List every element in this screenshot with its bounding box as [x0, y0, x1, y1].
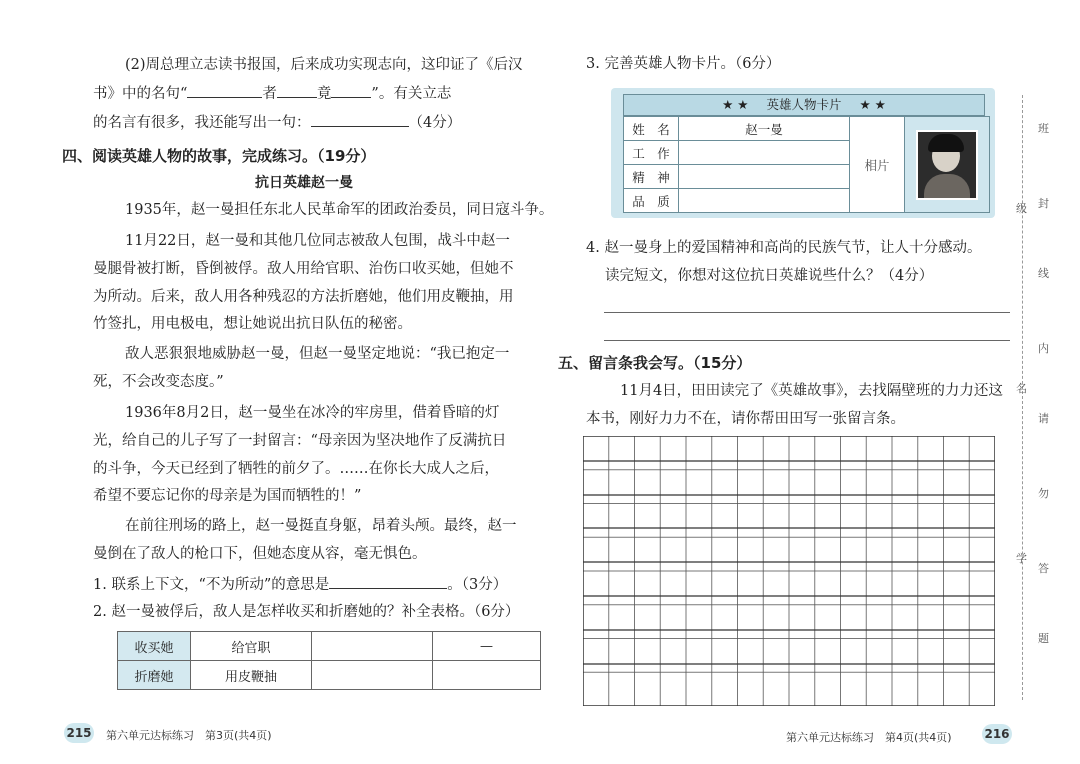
margin-char: 内	[1038, 342, 1049, 355]
story-paragraph: 11月22日，赵一曼和其他几位同志被敌人包围，战斗中赵一	[125, 233, 510, 249]
blank-2[interactable]	[277, 83, 317, 98]
blank-1[interactable]	[187, 83, 262, 98]
photo-label: 相片	[850, 117, 905, 213]
table-row	[624, 117, 990, 141]
hero-card	[611, 88, 995, 218]
table-cell: 给官职	[191, 632, 312, 661]
story-paragraph: 在前往刑场的路上，赵一曼挺直身躯，昂着头颅。最终，赵一	[125, 518, 517, 534]
answer-line[interactable]	[604, 312, 1010, 313]
margin-char: 名	[1016, 382, 1027, 395]
blank-3[interactable]	[331, 83, 371, 98]
section5-title: 五、留言条我会写。（15分）	[558, 354, 752, 372]
card-label: 姓 名	[624, 117, 679, 141]
story-paragraph: 光，给自己的儿子写了一封留言：“母亲因为坚决地作了反满抗日	[93, 433, 507, 449]
star-icon: ★ ★	[722, 97, 749, 112]
story-paragraph: 1936年8月2日，赵一曼坐在冰冷的牢房里，借着昏暗的灯	[125, 405, 500, 421]
q1-answer-blank[interactable]	[329, 574, 447, 589]
story-paragraph: 的斗争，今天已经到了牺牲的前夕了。……在你长大成人之后，	[93, 461, 499, 477]
story-paragraph: 竹签扎，用电极电，想让她说出抗日队伍的秘密。	[93, 316, 412, 332]
table-row	[118, 661, 541, 690]
q2-intro-line2: 书》中的名句“ 者 竟 ”。有关立志	[93, 83, 451, 104]
answer-cell[interactable]	[433, 661, 541, 690]
story-paragraph: 敌人恶狠狠地威胁赵一曼，但赵一曼坚定地说：“我已抱定一	[125, 346, 510, 362]
story-paragraph: 1935年，赵一曼担任东北人民革命军的团政治委员，同日寇斗争。	[125, 202, 554, 218]
answer-cell[interactable]	[312, 632, 433, 661]
story-paragraph: 希望不要忘记你的母亲是为国而牺牲的！”	[93, 488, 362, 504]
card-label: 品 质	[624, 189, 679, 213]
blank-quote[interactable]	[311, 112, 409, 127]
q2-intro-line1: (2)周总理立志读书报国，后来成功实现志向，这印证了《后汉	[125, 57, 523, 73]
margin-char: 答	[1038, 562, 1049, 575]
question-1: 1. 联系上下文，“不为所动”的意思是 。（3分）	[93, 574, 507, 595]
writing-grid[interactable]	[583, 436, 995, 706]
story-paragraph: 曼腿骨被打断，昏倒被俘。敌人用给官职、治伤口收买她，但她不	[93, 261, 514, 277]
story-paragraph: 为所动。后来，敌人用各种残忍的方法折磨她，他们用皮鞭抽，用	[93, 289, 514, 305]
table-cell: —	[433, 632, 541, 661]
margin-char: 线	[1038, 267, 1049, 280]
q2-table	[117, 631, 541, 690]
table-cell: 用皮鞭抽	[191, 661, 312, 690]
card-title: 英雄人物卡片	[766, 97, 842, 112]
margin-char: 勿	[1038, 487, 1049, 500]
story-paragraph: 死，不会改变态度。”	[93, 374, 224, 390]
q2-intro-line3: 的名言有很多，我还能写出一句： （4分）	[93, 112, 461, 133]
footer-left: 第六单元达标练习 第3页(共4页)	[106, 729, 272, 742]
margin-char: 学	[1016, 552, 1027, 565]
answer-line[interactable]	[604, 340, 1010, 341]
card-label: 工 作	[624, 141, 679, 165]
table-row	[118, 632, 541, 661]
page-number-right: 216	[982, 724, 1012, 744]
card-value[interactable]	[679, 141, 850, 165]
card-header	[623, 94, 985, 116]
card-value: 赵一曼	[679, 117, 850, 141]
portrait-photo	[916, 130, 978, 200]
story-paragraph: 曼倒在了敌人的枪口下，但她态度从容，毫无惧色。	[93, 546, 427, 562]
card-value[interactable]	[679, 189, 850, 213]
star-icon: ★ ★	[859, 97, 886, 112]
margin-char: 级	[1016, 202, 1027, 215]
margin-char: 班	[1038, 122, 1049, 135]
footer-right: 第六单元达标练习 第4页(共4页)	[786, 731, 952, 744]
question-3: 3. 完善英雄人物卡片。（6分）	[586, 56, 781, 72]
row-label: 收买她	[118, 632, 191, 661]
question-4-line2: 读完短文，你想对这位抗日英雄说些什么？（4分）	[605, 268, 934, 284]
margin-char: 题	[1038, 632, 1049, 645]
row-label: 折磨她	[118, 661, 191, 690]
binding-line	[1022, 95, 1023, 700]
question-4-line1: 4. 赵一曼身上的爱国精神和高尚的民族气节，让人十分感动。	[586, 240, 982, 256]
question-2: 2. 赵一曼被俘后，敌人是怎样收买和折磨她的？补全表格。（6分）	[93, 604, 520, 620]
story-title: 抗日英雄赵一曼	[255, 175, 353, 191]
margin-char: 封	[1038, 197, 1049, 210]
card-table	[623, 116, 990, 213]
page-number-left: 215	[64, 723, 94, 743]
card-label: 精 神	[624, 165, 679, 189]
section5-prompt-line2: 本书，刚好力力不在，请你帮田田写一张留言条。	[586, 411, 905, 427]
answer-cell[interactable]	[312, 661, 433, 690]
photo-cell	[905, 117, 990, 213]
margin-char: 请	[1038, 412, 1049, 425]
section5-prompt-line1: 11月4日，田田读完了《英雄故事》，去找隔壁班的力力还这	[620, 383, 1003, 399]
card-value[interactable]	[679, 165, 850, 189]
section4-title: 四、阅读英雄人物的故事，完成练习。（19分）	[62, 147, 376, 165]
